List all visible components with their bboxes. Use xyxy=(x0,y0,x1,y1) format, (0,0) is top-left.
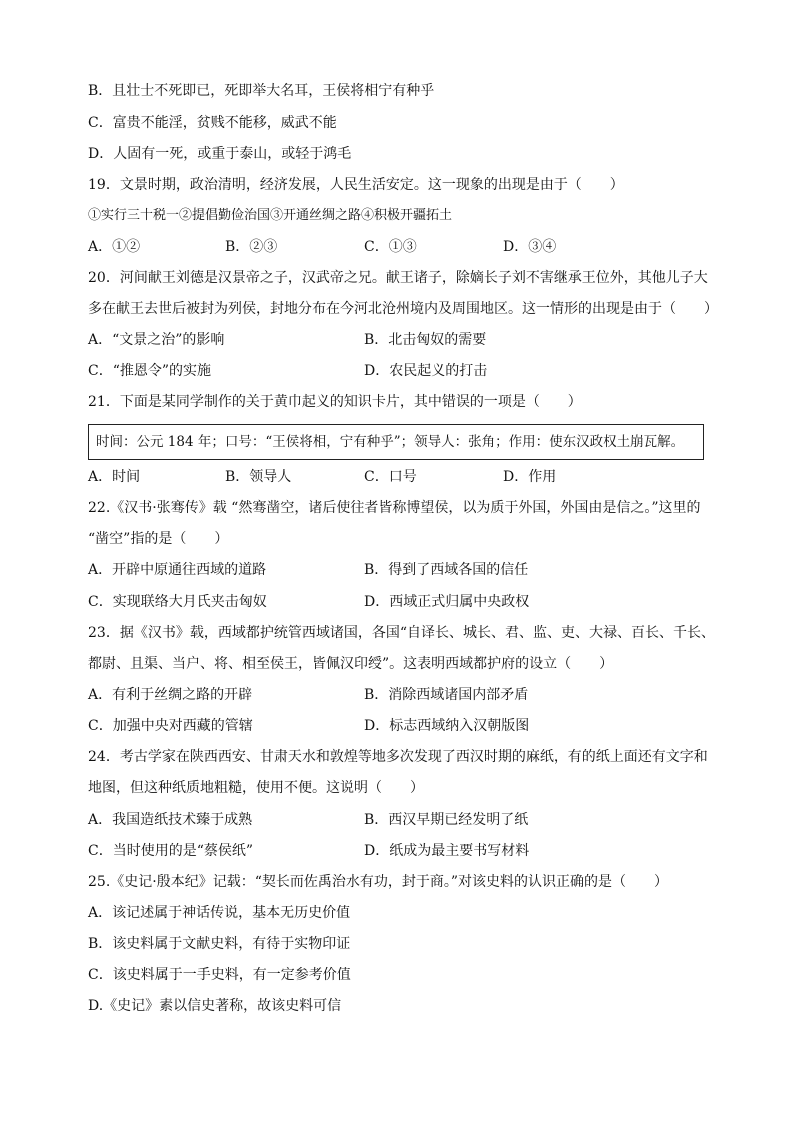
q25-option-c: C．该史料属于一手史料，有一定参考价值 xyxy=(88,967,351,983)
q25-option-b: B．该史料属于文献史料，有待于实物印证 xyxy=(88,936,351,952)
q19-option-b: B．②③ xyxy=(225,239,278,255)
q20-option-b: B．北击匈奴的需要 xyxy=(364,332,487,348)
q19-stem: 19．文景时期，政治清明，经济发展，人民生活安定。这一现象的出现是由于（ ） xyxy=(88,177,624,193)
q25-option-d: D.《史记》素以信史著称，故该史料可信 xyxy=(88,998,342,1014)
knowledge-card xyxy=(88,424,704,460)
q20-stem-line1: 20．河间献王刘德是汉景帝之子，汉武帝之兄。献王诸子，除嫡长子刘不害继承王位外，其他儿子大 xyxy=(88,270,708,286)
q22-option-d: D．西域正式归属中央政权 xyxy=(364,594,530,610)
q25-option-a: A．该记述属于神话传说，基本无历史价值 xyxy=(88,905,351,921)
q20-option-d: D．农民起义的打击 xyxy=(364,363,488,379)
q22-stem-line1: 22.《汉书·张骞传》载 “然骞凿空，诸后使往者皆称博望侯，以为质于外国，外国由是信之。”这里的 xyxy=(88,500,701,516)
q21-option-b: B．领导人 xyxy=(225,469,292,485)
q24-option-b: B．西汉早期已经发明了纸 xyxy=(364,812,529,828)
q22-stem-line2: “凿空”指的是（ ） xyxy=(88,531,229,547)
q23-stem-line2: 都尉、且渠、当户、将、相至侯王，皆佩汉印绶”。这表明西域都护府的设立（ ） xyxy=(88,656,614,672)
q25-stem: 25.《史记·殷本纪》记载：“契长而佐禹治水有功，封于商。”对该史料的认识正确的是（ ） xyxy=(88,874,669,890)
q19-statements: ①实行三十税一②提倡勤俭治国③开通丝绸之路④积极开疆拓土 xyxy=(88,208,453,223)
q21-stem: 21．下面是某同学制作的关于黄巾起义的知识卡片，其中错误的一项是（ ） xyxy=(88,394,582,410)
q24-stem-line2: 地图，但这种纸质地粗糙，使用不便。这说明（ ） xyxy=(88,780,424,796)
q23-option-a: A．有利于丝绸之路的开辟 xyxy=(88,687,253,703)
q20-stem-line2: 多在献王去世后被封为列侯，封地分布在今河北沧州境内及周围地区。这一情形的出现是由于（ ） xyxy=(88,301,718,317)
q18-option-d: D．人固有一死，或重于泰山，或轻于鸿毛 xyxy=(88,146,352,162)
q21-option-a: A．时间 xyxy=(88,469,141,485)
q18-option-c: C．富贵不能淫，贫贱不能移，威武不能 xyxy=(88,115,337,131)
q23-option-c: C．加强中央对西藏的管辖 xyxy=(88,718,253,734)
q19-option-c: C．①③ xyxy=(364,239,417,255)
q24-option-a: A．我国造纸技术臻于成熟 xyxy=(88,812,253,828)
q24-stem-line1: 24．考古学家在陕西西安、甘肃天水和敦煌等地多次发现了西汉时期的麻纸，有的纸上面还有文字和 xyxy=(88,749,708,765)
q23-option-b: B．消除西域诸国内部矛盾 xyxy=(364,687,529,703)
q24-option-c: C．当时使用的是“蔡侯纸” xyxy=(88,843,254,859)
q21-option-d: D．作用 xyxy=(503,469,557,485)
q21-option-c: C．口号 xyxy=(364,469,417,485)
q22-option-a: A．开辟中原通往西域的道路 xyxy=(88,562,267,578)
q22-option-c: C．实现联络大月氏夹击匈奴 xyxy=(88,594,267,610)
knowledge-card-text: 时间：公元 184 年；口号：“王侯将相，宁有种乎”；领导人：张角；作用：使东汉政权土崩瓦解。 xyxy=(96,434,685,450)
q19-option-a: A．①② xyxy=(88,239,141,255)
q18-option-b: B．且壮士不死即已，死即举大名耳，王侯将相宁有种乎 xyxy=(88,83,435,99)
q22-option-b: B．得到了西域各国的信任 xyxy=(364,562,529,578)
q24-option-d: D．纸成为最主要书写材料 xyxy=(364,843,530,859)
q23-stem-line1: 23．据《汉书》载，西域都护统管西域诸国，各国“自译长、城长、君、监、吏、大禄、百长、千长、 xyxy=(88,625,715,641)
q23-option-d: D．标志西域纳入汉朝版图 xyxy=(364,718,530,734)
q19-option-d: D．③④ xyxy=(503,239,557,255)
q20-option-a: A．“文景之治”的影响 xyxy=(88,332,225,348)
q20-option-c: C．“推恩令”的实施 xyxy=(88,363,212,379)
